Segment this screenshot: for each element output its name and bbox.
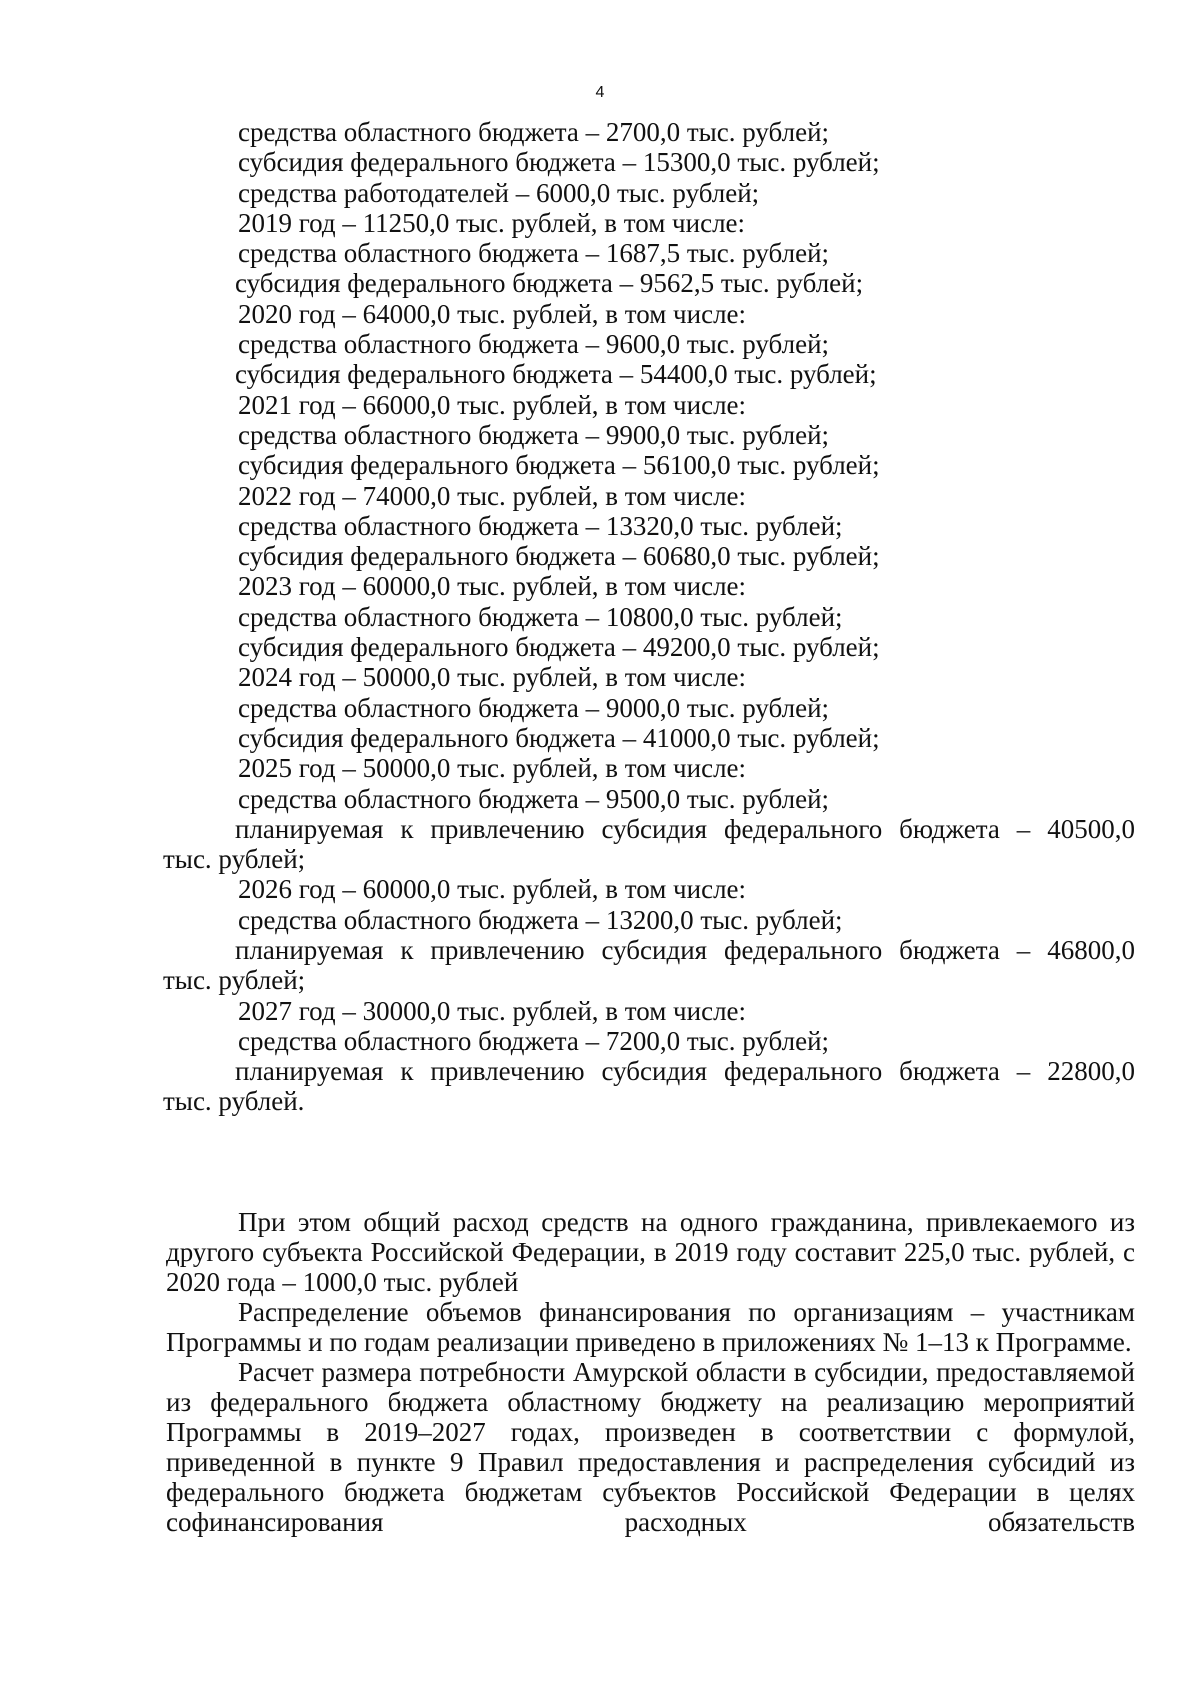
page-number: 4 [595, 84, 605, 101]
regional-budget-2023-line: средства областного бюджета – 10800,0 тыс. рублей; [238, 601, 843, 632]
regional-budget-2025-line: средства областного бюджета – 9500,0 тыс. рублей; [238, 783, 830, 814]
year-2023-line: 2023 год – 60000,0 тыс. рублей, в том числе: [238, 571, 747, 602]
regional-budget-2027-line: средства областного бюджета – 7200,0 тыс. рублей; [238, 1025, 830, 1056]
federal-subsidy-line: субсидия федерального бюджета – 15300,0 тыс. рублей; [238, 147, 880, 178]
year-2022-line: 2022 год – 74000,0 тыс. рублей, в том числе: [238, 480, 747, 511]
regional-budget-2020-line: средства областного бюджета – 9600,0 тыс. рублей; [238, 329, 830, 360]
year-2020-line: 2020 год – 64000,0 тыс. рублей, в том числе: [238, 298, 747, 329]
regional-budget-2021-line: средства областного бюджета – 9900,0 тыс. рублей; [238, 419, 830, 450]
planned-subsidy-2027-unit: тыс. рублей. [163, 1086, 305, 1117]
federal-subsidy-2022-line: субсидия федерального бюджета – 60680,0 тыс. рублей; [238, 541, 880, 572]
year-2027-line: 2027 год – 30000,0 тыс. рублей, в том числе: [238, 995, 747, 1026]
year-2019-line: 2019 год – 11250,0 тыс. рублей, в том числе: [238, 207, 746, 238]
planned-subsidy-2026-unit: тыс. рублей; [163, 965, 306, 996]
year-2026-line: 2026 год – 60000,0 тыс. рублей, в том числе: [238, 874, 747, 905]
subsidy-calculation-paragraph: Расчет размера потребности Амурской области в субсидии, предоставляемой из федерального бюджета областному бюджету на реализацию мероприятий Программы в 2019–2027 годах, произведен в соответствии с формулой, приведенной в пункте 9 Правил предоставления и распределения субсидий из федерального бюджета бюджетам субъектов Российской Федерации в целях софинансирования расходных обязательств [166, 1357, 1135, 1537]
year-2024-line: 2024 год – 50000,0 тыс. рублей, в том числе: [238, 662, 747, 693]
regional-budget-2019-line: средства областного бюджета – 1687,5 тыс. рублей; [238, 238, 830, 269]
per-citizen-cost-paragraph: При этом общий расход средств на одного гражданина, привлекаемого из другого субъекта Российской Федерации, в 2019 году составит 225,0 тыс. рублей, с 2020 года – 1000,0 тыс. рублей [166, 1207, 1135, 1297]
funding-distribution-paragraph: Распределение объемов финансирования по организациям – участникам Программы и по годам реализации приведено в приложениях № 1–13 к Программе. [166, 1297, 1135, 1357]
year-2021-line: 2021 год – 66000,0 тыс. рублей, в том числе: [238, 389, 747, 420]
body-paragraphs [166, 1207, 1135, 1537]
planned-subsidy-2025-text: планируемая к привлечению субсидия федерального бюджета – 40500,0 [235, 813, 1135, 844]
federal-subsidy-2021-line: субсидия федерального бюджета – 56100,0 тыс. рублей; [238, 450, 880, 481]
planned-federal-subsidy-2025 [163, 813, 1135, 875]
federal-subsidy-2023-line: субсидия федерального бюджета – 49200,0 тыс. рублей; [238, 632, 880, 663]
planned-subsidy-2025-unit: тыс. рублей; [163, 843, 306, 874]
funding-list [0, 117, 1200, 1117]
regional-budget-2022-line: средства областного бюджета – 13320,0 тыс. рублей; [238, 510, 843, 541]
planned-federal-subsidy-2027 [163, 1056, 1135, 1117]
planned-federal-subsidy-2026 [163, 935, 1135, 996]
regional-budget-2026-line: средства областного бюджета – 13200,0 тыс. рублей; [238, 904, 843, 935]
employer-funds-line: средства работодателей – 6000,0 тыс. рублей; [238, 177, 760, 208]
federal-subsidy-2020-line: субсидия федерального бюджета – 54400,0 тыс. рублей; [235, 359, 877, 390]
regional-budget-line: средства областного бюджета – 2700,0 тыс. рублей; [238, 117, 830, 147]
federal-subsidy-2019-line: субсидия федерального бюджета – 9562,5 тыс. рублей; [235, 268, 864, 299]
regional-budget-2024-line: средства областного бюджета – 9000,0 тыс. рублей; [238, 692, 830, 723]
planned-subsidy-2026-text: планируемая к привлечению субсидия федерального бюджета – 46800,0 [235, 935, 1135, 966]
year-2025-line: 2025 год – 50000,0 тыс. рублей, в том числе: [238, 753, 747, 784]
planned-subsidy-2027-text: планируемая к привлечению субсидия федерального бюджета – 22800,0 [235, 1056, 1135, 1087]
federal-subsidy-2024-line: субсидия федерального бюджета – 41000,0 тыс. рублей; [238, 722, 880, 753]
